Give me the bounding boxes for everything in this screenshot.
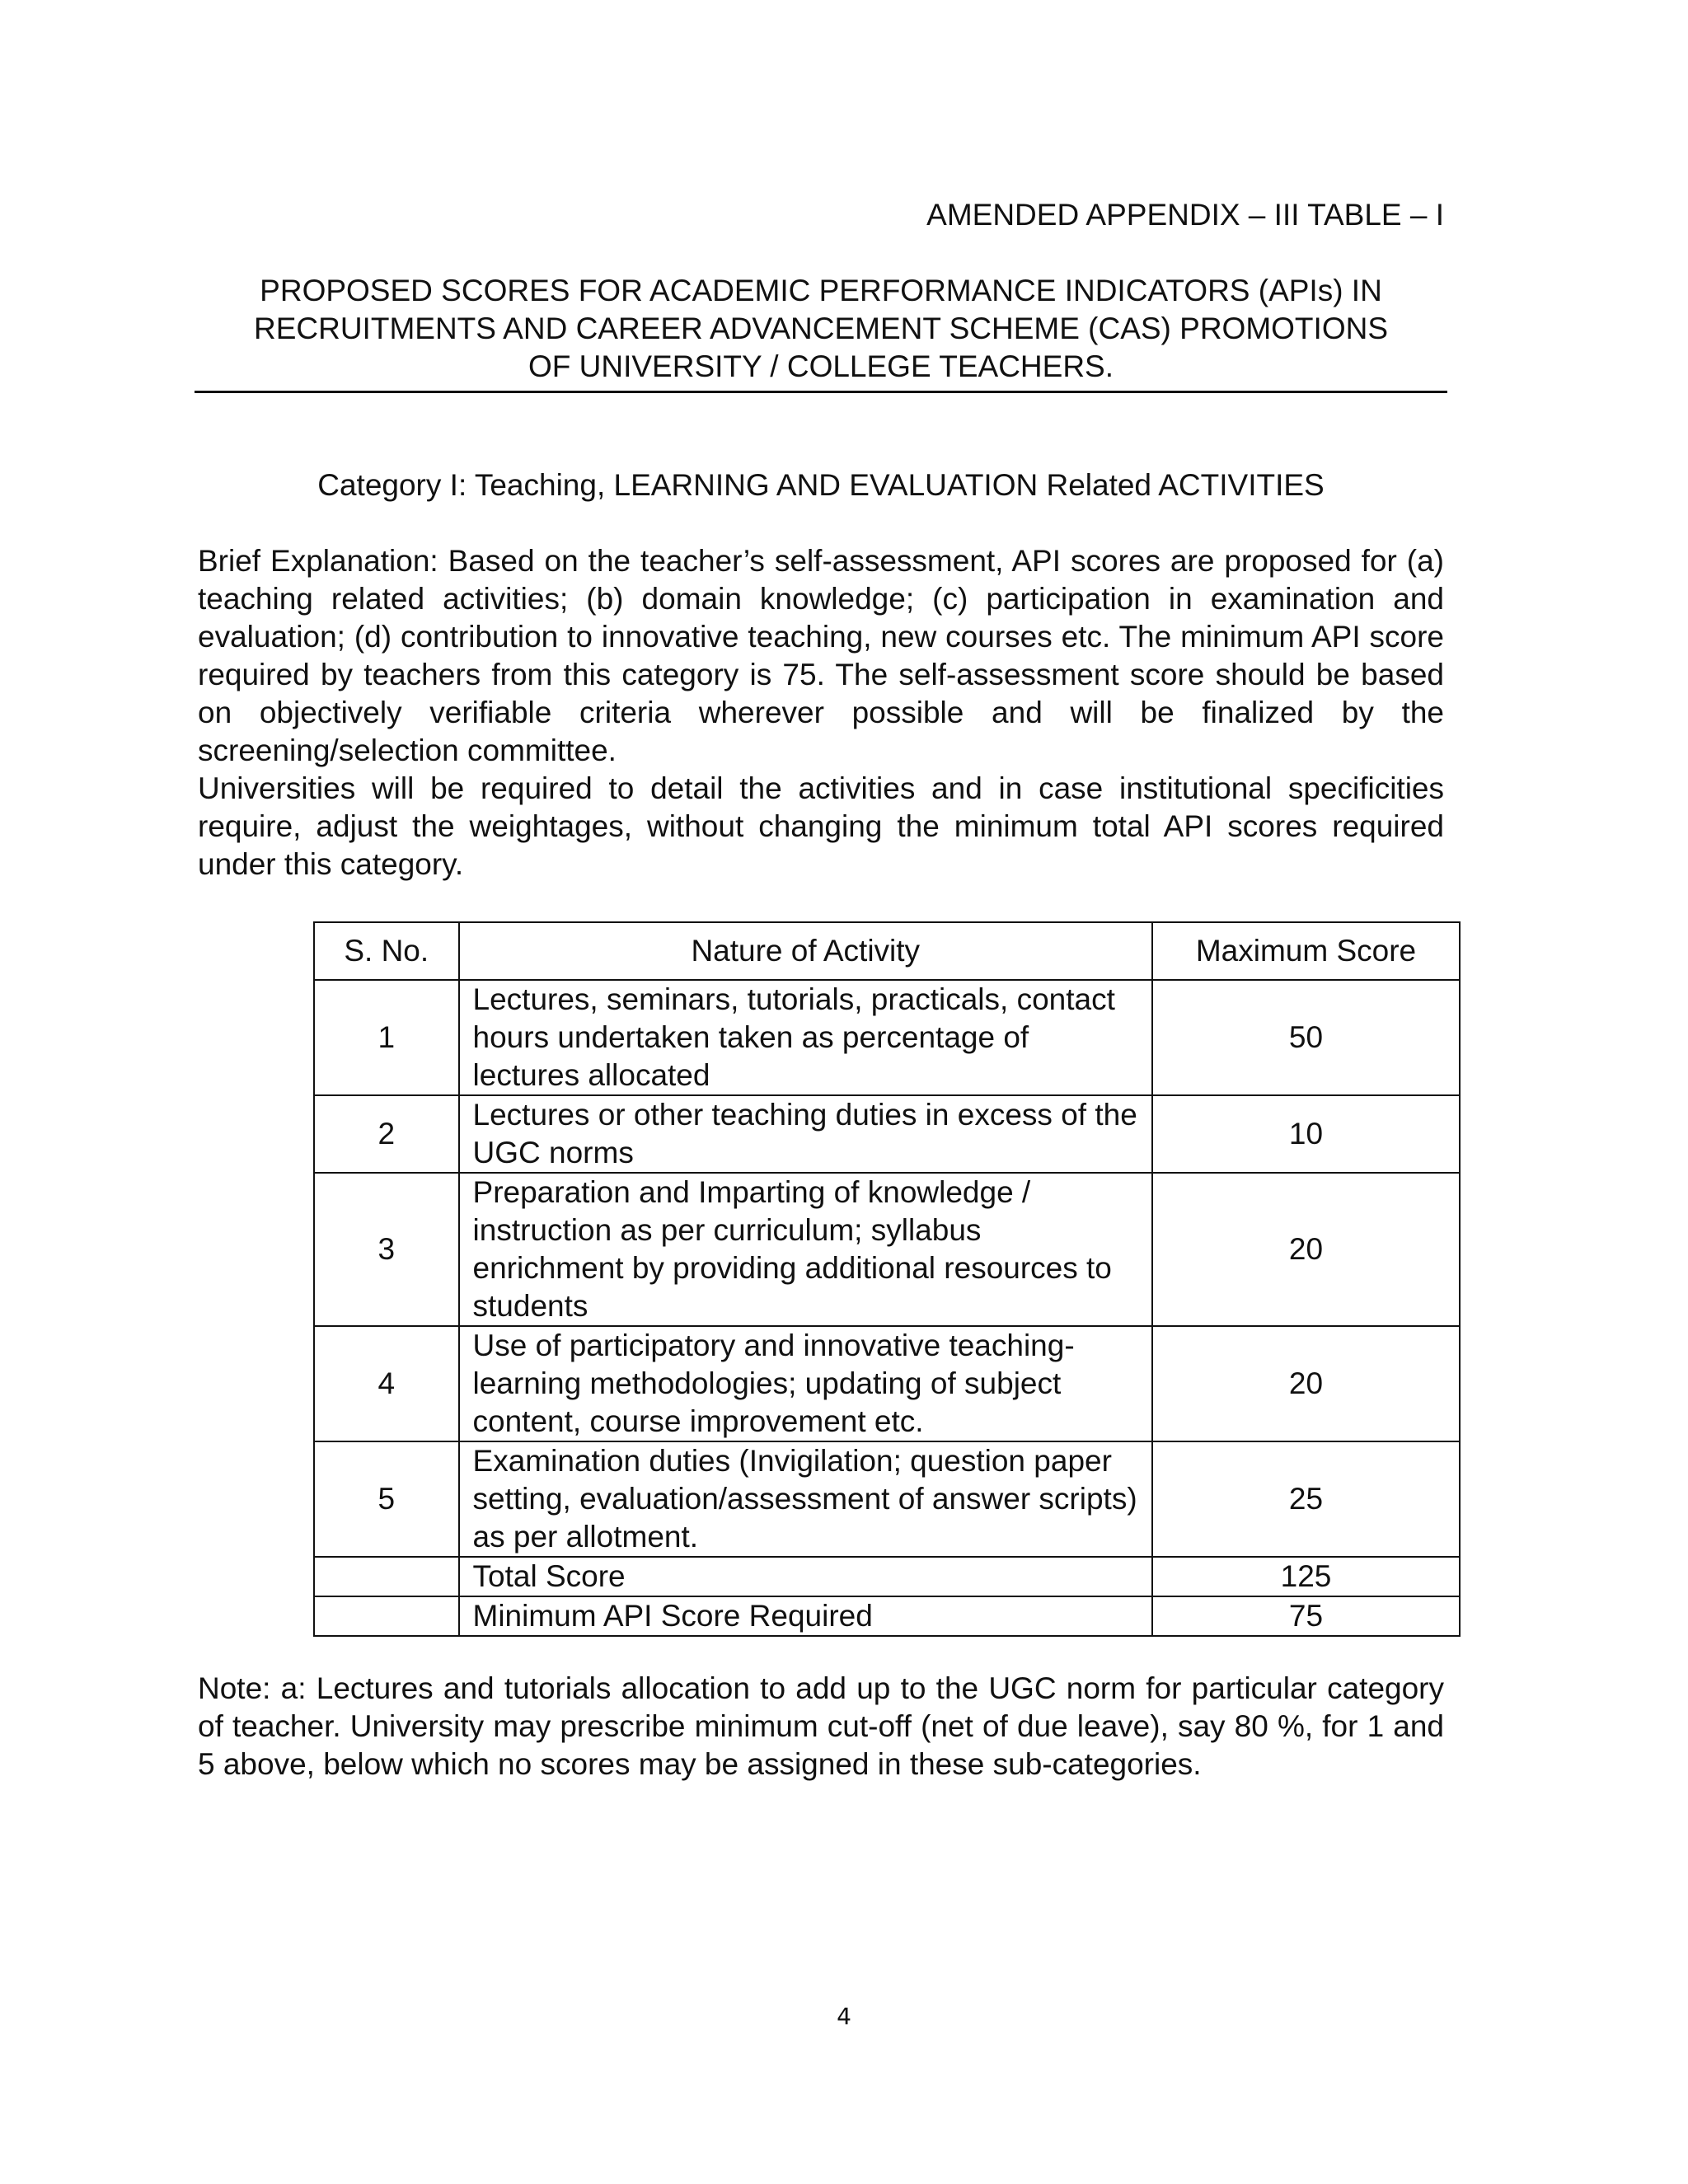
row-activity: Preparation and Imparting of knowledge / instruction as per curriculum; syllabus enrichment by providing additional resources to students bbox=[459, 1173, 1153, 1326]
brief-paragraph-1: Brief Explanation: Based on the teacher’s self-assessment, API scores are proposed for (a) teaching related activities; (b) domain knowledge; (c) participation in examination and evaluation; (d) contribution to innovative teaching, new courses etc. The minimum API score required by teachers from this category is 75. The self-assessment score should be based on objectively verifiable criteria wherever possible and will be finalized by the screening/selection committee. bbox=[198, 544, 1444, 767]
header-max-score: Maximum Score bbox=[1152, 922, 1460, 980]
row-activity: Lectures, seminars, tutorials, practicals, contact hours undertaken taken as percentage of lectures allocated bbox=[459, 980, 1153, 1095]
table-row bbox=[314, 1326, 1460, 1441]
table-row bbox=[314, 1173, 1460, 1326]
page-title bbox=[195, 272, 1447, 393]
table-row bbox=[314, 980, 1460, 1095]
title-line-3: OF UNIVERSITY / COLLEGE TEACHERS. bbox=[528, 349, 1114, 383]
brief-explanation bbox=[198, 542, 1444, 883]
row-activity: Use of participatory and innovative teaching-learning methodologies; updating of subject content, course improvement etc. bbox=[459, 1326, 1153, 1441]
row-activity: Lectures or other teaching duties in excess of the UGC norms bbox=[459, 1095, 1153, 1173]
table-row bbox=[314, 1095, 1460, 1173]
row-activity: Examination duties (Invigilation; question paper setting, evaluation/assessment of answer scripts) as per allotment. bbox=[459, 1441, 1153, 1557]
total-score-row bbox=[314, 1557, 1460, 1596]
api-score-table bbox=[313, 921, 1461, 1637]
minimum-score-row bbox=[314, 1596, 1460, 1636]
row-score: 10 bbox=[1152, 1095, 1460, 1173]
row-sno: 2 bbox=[314, 1095, 459, 1173]
title-line-1: PROPOSED SCORES FOR ACADEMIC PERFORMANCE INDICATORS (APIs) IN bbox=[260, 274, 1382, 307]
header-sno: S. No. bbox=[314, 922, 459, 980]
row-sno: 1 bbox=[314, 980, 459, 1095]
total-score-label: Total Score bbox=[459, 1557, 1153, 1596]
page-number: 4 bbox=[837, 2003, 851, 2030]
total-sno-empty bbox=[314, 1557, 459, 1596]
minimum-score-value: 75 bbox=[1152, 1596, 1460, 1636]
row-score: 20 bbox=[1152, 1173, 1460, 1326]
total-score-value: 125 bbox=[1152, 1557, 1460, 1596]
table-header-row bbox=[314, 922, 1460, 980]
header-activity: Nature of Activity bbox=[459, 922, 1153, 980]
table-row bbox=[314, 1441, 1460, 1557]
minimum-score-label: Minimum API Score Required bbox=[459, 1596, 1153, 1636]
brief-paragraph-2: Universities will be required to detail the activities and in case institutional specificities require, adjust the weightages, without changing the minimum total API scores required under this category. bbox=[198, 771, 1444, 881]
row-score: 50 bbox=[1152, 980, 1460, 1095]
title-line-2: RECRUITMENTS AND CAREER ADVANCEMENT SCHEME (CAS) PROMOTIONS bbox=[254, 312, 1388, 345]
appendix-header: AMENDED APPENDIX – III TABLE – I bbox=[926, 198, 1444, 232]
row-score: 20 bbox=[1152, 1326, 1460, 1441]
category-heading: Category I: Teaching, LEARNING AND EVALUATION Related ACTIVITIES bbox=[317, 468, 1325, 502]
note-text: Note: a: Lectures and tutorials allocation to add up to the UGC norm for particular category of teacher. University may prescribe minimum cut-off (net of due leave), say 80 %, for 1 and 5 above, below which no scores may be assigned in these sub-categories. bbox=[198, 1671, 1444, 1781]
row-sno: 4 bbox=[314, 1326, 459, 1441]
row-sno: 3 bbox=[314, 1173, 459, 1326]
minimum-sno-empty bbox=[314, 1596, 459, 1636]
row-score: 25 bbox=[1152, 1441, 1460, 1557]
note-paragraph bbox=[198, 1670, 1444, 1783]
row-sno: 5 bbox=[314, 1441, 459, 1557]
